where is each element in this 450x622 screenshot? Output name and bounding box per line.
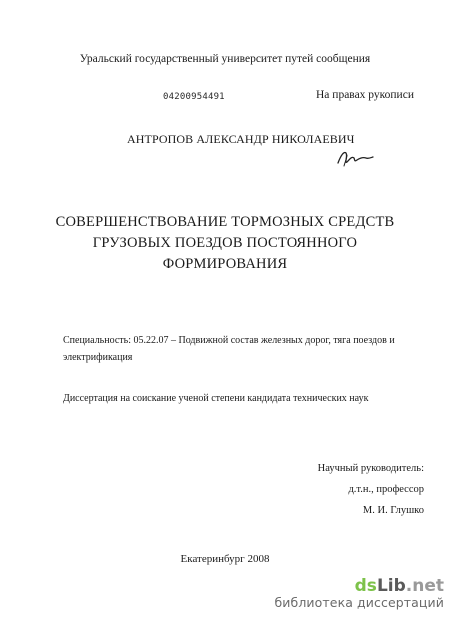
- watermark-logo: [275, 577, 445, 595]
- watermark[interactable]: [275, 577, 445, 610]
- author-name: АНТРОПОВ АЛЕКСАНДР НИКОЛАЕВИЧ: [127, 132, 355, 146]
- city-year: Екатеринбург 2008: [180, 553, 270, 565]
- watermark-tagline: библиотека диссертаций: [274, 595, 444, 610]
- specialty-line-2: электрификация: [63, 352, 133, 363]
- degree-statement: Диссертация на соискание ученой степени кандидата технических наук: [63, 393, 369, 404]
- dissertation-title: [0, 212, 450, 275]
- title-line-2: ГРУЗОВЫХ ПОЕЗДОВ ПОСТОЯННОГО: [92, 235, 358, 251]
- title-line-3: ФОРМИРОВАНИЯ: [162, 256, 288, 272]
- university-name: Уральский государственный университет путей сообщения: [79, 53, 371, 65]
- specialty-block: [63, 332, 395, 366]
- manuscript-rights-note: На правах рукописи: [316, 89, 414, 101]
- logo-part-ds: ds: [354, 576, 377, 596]
- supervisor-label: Научный руководитель:: [317, 463, 424, 474]
- supervisor-name: М. И. Глушко: [362, 505, 424, 516]
- title-line-1: СОВЕРШЕНСТВОВАНИЕ ТОРМОЗНЫХ СРЕДСТВ: [55, 214, 395, 230]
- supervisor-block: [0, 458, 424, 521]
- signature-icon: [335, 145, 375, 171]
- logo-part-lib: Lib: [376, 576, 406, 596]
- logo-part-net: .net: [405, 576, 444, 596]
- registration-number: 04200954491: [163, 92, 225, 102]
- specialty-line-1: Специальность: 05.22.07 – Подвижной состав железных дорог, тяга поездов и: [63, 335, 395, 346]
- supervisor-degree: д.т.н., профессор: [348, 484, 424, 495]
